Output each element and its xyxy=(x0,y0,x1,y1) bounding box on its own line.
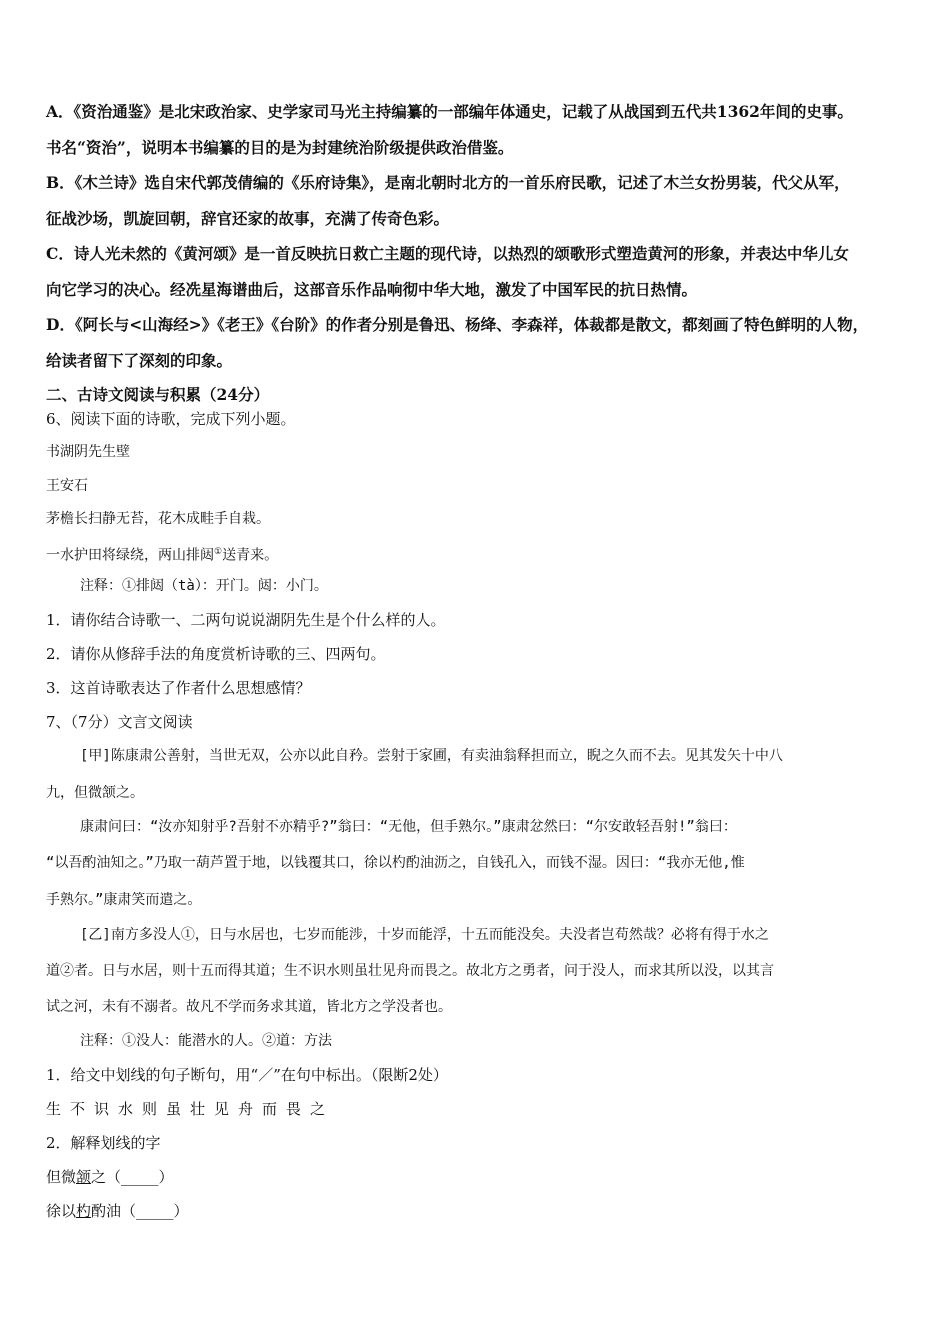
passage-jia-line4: “以吾酌油知之。”乃取一葫芦置于地，以钱覆其口，徐以杓酌油沥之，自钱孔入，而钱不湿。因曰：“我亦无他,惟 xyxy=(46,855,745,871)
word-item-2-blank: 酌油（_____） xyxy=(91,1202,189,1220)
question-6-1: 1．请你结合诗歌一、二两句说说湖阴先生是个什么样的人。 xyxy=(46,611,446,629)
word-item-2 xyxy=(46,1200,910,1222)
question-6-2: 2．请你从修辞手法的角度赏析诗歌的三、四两句。 xyxy=(46,645,386,663)
passage-yi-line1: [乙]南方多没人①，日与水居也，七岁而能涉，十岁而能浮，十五而能没矣。夫没者岂苟然哉？必将有得于水之 xyxy=(80,927,769,943)
poem-line-2-part2: 送青来。 xyxy=(222,547,279,564)
choice-b-line1: B．《木兰诗》选自宋代郭茂倩编的《乐府诗集》，是南北朝时北方的一首乐府民歌，记述了木兰女扮男装，代父从军， xyxy=(46,173,850,192)
poem-line-2 xyxy=(46,541,910,567)
word-item-1-underlined: 颔 xyxy=(76,1168,92,1186)
passage-yi-line3: 试之河，未有不溺者。故凡不学而务求其道，皆北方之学没者也。 xyxy=(46,999,452,1015)
poem-footnote-mark: ① xyxy=(214,547,223,557)
poem-line-2-part1: 一水护田将绿绕，两山排闼 xyxy=(46,547,214,564)
passage-jia-line3: 康肃问曰：“汝亦知射乎?吾射不亦精乎?”翁曰：“无他，但手熟尔。”康肃忿然曰：“尔安敢轻吾射!”翁曰： xyxy=(80,819,737,835)
word-item-1-blank: 之（_____） xyxy=(91,1168,174,1186)
choice-d-line1: D．《阿长与<山海经>》《老王》《台阶》的作者分别是鲁迅、杨绛、李森祥，体裁都是散文，都刻画了特色鲜明的人物， xyxy=(46,315,869,334)
question-6-3: 3．这首诗歌表达了作者什么思想感情？ xyxy=(46,679,311,697)
word-item-2-prefix: 徐以 xyxy=(46,1202,77,1220)
choice-d-line2: 给读者留下了深刻的印象。 xyxy=(46,351,233,370)
passage-yi-note: 注释：①没人：能潜水的人。②道：方法 xyxy=(80,1033,332,1049)
question-7-2: 2．解释划线的字 xyxy=(46,1134,161,1152)
question-6-intro: 6、阅读下面的诗歌，完成下列小题。 xyxy=(46,410,296,428)
word-item-1-prefix: 但微 xyxy=(46,1168,77,1186)
poem-line-1: 茅檐长扫静无苔，花木成畦手自栽。 xyxy=(46,511,270,527)
choice-a-line1: A．《资治通鉴》是北宋政治家、史学家司马光主持编纂的一部编年体通史，记载了从战国到五代共1362年间的史事。 xyxy=(46,102,853,121)
poem-title: 书湖阴先生壁 xyxy=(46,444,130,460)
choice-c-line2: 向它学习的决心。经冼星海谱曲后，这部音乐作品响彻中华大地，激发了中国军民的抗日热情。 xyxy=(46,280,698,299)
question-7-sentence: 生不识水则虽壮见舟而畏之 xyxy=(46,1100,335,1118)
question-7-intro: 7、（7分）文言文阅读 xyxy=(46,713,193,731)
passage-yi-line2: 道②者。日与水居，则十五而得其道；生不识水则虽壮见舟而畏之。故北方之勇者，问于没人，而求其所以没，以其言 xyxy=(46,963,774,979)
passage-jia-line2: 九，但微颔之。 xyxy=(46,785,144,801)
choice-b-line2: 征战沙场，凯旋回朝，辞官还家的故事，充满了传奇色彩。 xyxy=(46,209,450,228)
section-heading: 二、古诗文阅读与积累（24分） xyxy=(46,385,270,404)
word-item-1 xyxy=(46,1166,910,1188)
choice-a-line2: 书名“资治”，说明本书编纂的目的是为封建统治阶级提供政治借鉴。 xyxy=(46,138,514,157)
question-7-1: 1．给文中划线的句子断句，用“／”在句中标出。（限断2处） xyxy=(46,1066,448,1084)
passage-jia-line5: 手熟尔。”康肃笑而遣之。 xyxy=(46,892,202,908)
passage-jia-line1: [甲]陈康肃公善射，当世无双，公亦以此自矜。尝射于家圃，有卖油翁释担而立，睨之久而不去。见其发矢十中八 xyxy=(80,748,783,764)
poem-note: 注释：①排闼（tà）：开门。闼：小门。 xyxy=(80,578,328,594)
poem-author: 王安石 xyxy=(46,478,88,494)
word-item-2-underlined: 杓 xyxy=(76,1202,92,1220)
choice-c-line1: C．诗人光未然的《黄河颂》是一首反映抗日救亡主题的现代诗，以热烈的颂歌形式塑造黄河的形象，并表达中华儿女 xyxy=(46,244,849,263)
